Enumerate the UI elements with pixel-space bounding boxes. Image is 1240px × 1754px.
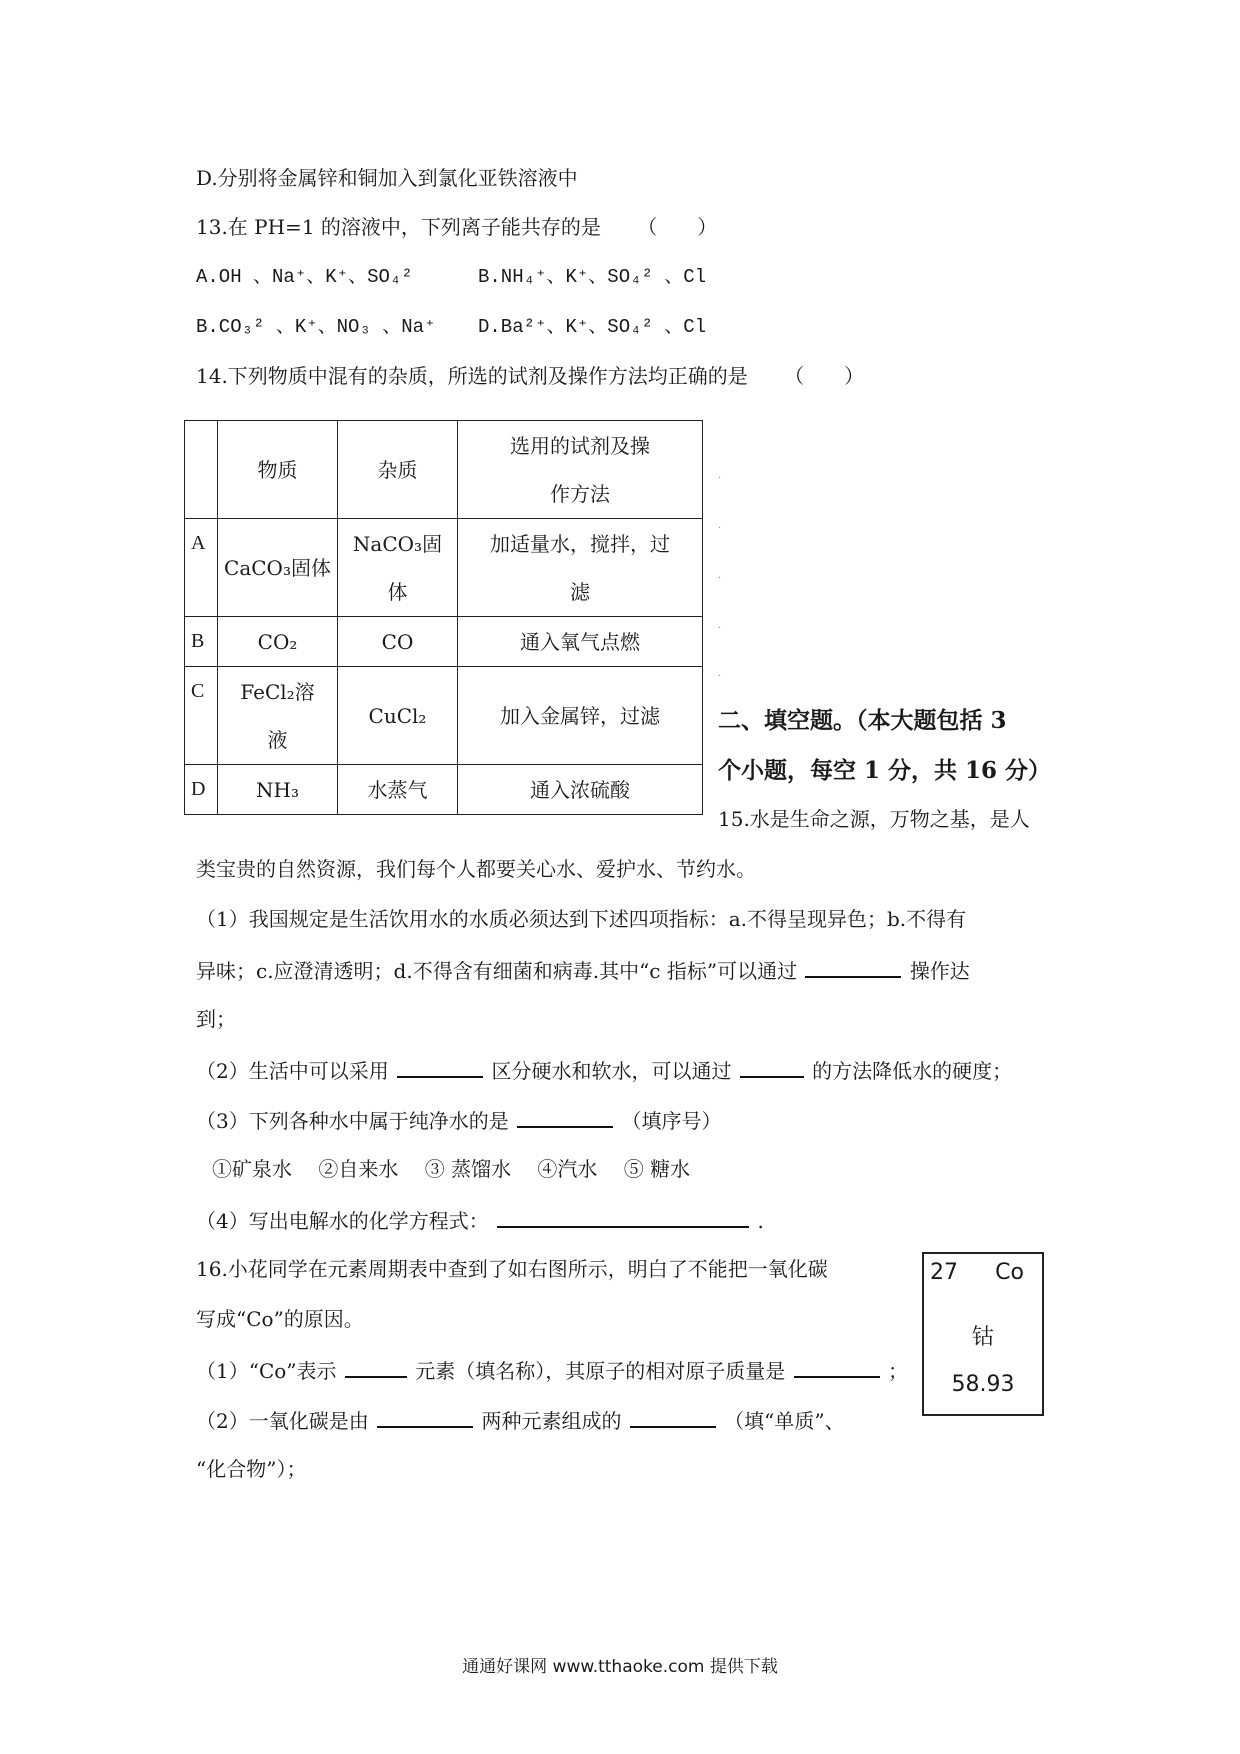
q13-option-d: D.Ba²⁺、K⁺、SO₄² 、Cl <box>478 316 707 338</box>
q14-stem-text: 14.下列物质中混有的杂质，所选的试剂及操作方法均正确的是 <box>196 364 748 388</box>
q14-row-method: 通入浓硫酸 <box>458 765 703 815</box>
q14-table <box>184 420 703 815</box>
q14-table-header <box>185 421 703 519</box>
q14-row-method <box>458 519 703 617</box>
table-row <box>185 519 703 617</box>
q13-option-c: B.CO₃² 、K⁺、NO₃ 、Na⁺ <box>196 316 436 338</box>
q12-option-d: D.分别将金属锌和铜加入到氯化亚铁溶液中 <box>196 166 578 190</box>
q15-blank-soften[interactable] <box>740 1054 804 1078</box>
q15-part1-b-post: 操作达 <box>909 959 970 983</box>
q16-part1-post: ； <box>887 1359 908 1383</box>
q14-row-method: 加入金属锌，过滤 <box>458 667 703 765</box>
q16-blank-elements[interactable] <box>377 1404 473 1428</box>
q15-blank-pure-water[interactable] <box>517 1104 613 1128</box>
q15-part3-options: ①矿泉水 ②自来水 ③ 蒸馏水 ④汽水 ⑤ 糖水 <box>212 1157 691 1181</box>
q15-line2: 类宝贵的自然资源，我们每个人都要关心水、爱护水、节约水。 <box>196 857 756 881</box>
q14-row-method-line1: 加适量水，搅拌，过 <box>490 531 670 556</box>
q15-part3 <box>196 1104 721 1136</box>
q14-row-impurity: 水蒸气 <box>338 765 458 815</box>
q14-header-method-line1: 选用的试剂及操 <box>510 433 650 458</box>
scan-dot: . <box>718 520 722 531</box>
q14-row-substance: CO₂ <box>218 617 338 667</box>
q15-part4-pre: （4）写出电解水的化学方程式： <box>196 1209 489 1233</box>
q16-line1: 16.小花同学在元素周期表中查到了如右图所示，明白了不能把一氧化碳 <box>196 1257 828 1281</box>
q13-options-ab <box>196 262 707 292</box>
q16-blank-atomic-mass[interactable] <box>794 1354 880 1378</box>
q15-blank-c-operation[interactable] <box>805 954 901 978</box>
scan-dot: . <box>718 470 722 481</box>
q15-part2-post: 的方法降低水的硬度； <box>812 1059 1013 1083</box>
table-row <box>185 765 703 815</box>
q16-part2-mid: 两种元素组成的 <box>481 1409 622 1433</box>
q14-row-impurity: CuCl₂ <box>338 667 458 765</box>
section2-title-line1: 二、填空题。（本大题包括 3 <box>718 707 1007 734</box>
q15-part4-post: . <box>757 1209 764 1233</box>
q14-header-impurity: 杂质 <box>338 421 458 519</box>
q15-part1-b <box>196 954 970 986</box>
q14-row-label: D <box>185 765 218 815</box>
q13-option-b: B.NH₄⁺、K⁺、SO₄² 、Cl <box>478 266 707 288</box>
scan-dot: . <box>718 668 722 679</box>
element-symbol: Co <box>995 1260 1024 1285</box>
q16-blank-substance-type[interactable] <box>630 1404 716 1428</box>
element-atomic-mass: 58.93 <box>951 1372 1015 1397</box>
q15-part2 <box>196 1054 1012 1086</box>
q14-row-label: A <box>185 519 218 617</box>
q14-header-method-line2: 作方法 <box>550 481 610 506</box>
section2-title-line2: 个小题，每空 1 分，共 16 分） <box>718 757 1052 784</box>
q15-part2-pre: （2）生活中可以采用 <box>196 1059 389 1083</box>
periodic-element-card <box>922 1252 1044 1416</box>
q14-header-substance: 物质 <box>218 421 338 519</box>
q14-header-label <box>185 421 218 519</box>
q13-stem <box>196 212 717 242</box>
q15-blank-distinguish[interactable] <box>397 1054 483 1078</box>
q13-option-a: A.OH 、Na⁺、K⁺、SO₄² <box>196 266 413 288</box>
q15-part3-post: （填序号） <box>621 1109 722 1133</box>
q14-row-substance-line2: 液 <box>267 727 288 752</box>
q14-header-method <box>458 421 703 519</box>
q13-answer-paren: （ ） <box>637 215 718 239</box>
q16-part2-end: “化合物”）； <box>196 1457 307 1481</box>
q14-row-substance: CaCO₃固体 <box>218 519 338 617</box>
q14-row-impurity: CO <box>338 617 458 667</box>
q15-part1-c: 到； <box>196 1007 236 1031</box>
table-row <box>185 617 703 667</box>
scan-dot: . <box>718 570 722 581</box>
q16-part2 <box>196 1404 845 1436</box>
q14-row-label: B <box>185 617 218 667</box>
element-atomic-number: 27 <box>930 1260 958 1285</box>
scan-dot: . <box>718 620 722 631</box>
page-footer: 通通好课网 www.tthaoke.com 提供下载 <box>462 1657 778 1677</box>
q16-part1-pre: （1）“Co”表示 <box>196 1359 337 1383</box>
q15-blank-equation[interactable] <box>497 1204 749 1228</box>
q16-blank-element-name[interactable] <box>345 1354 407 1378</box>
q14-row-method: 通入氧气点燃 <box>458 617 703 667</box>
q14-stem <box>196 361 864 391</box>
q14-row-impurity: NaCO₃固体 <box>338 519 458 617</box>
q13-options-cd <box>196 312 707 342</box>
q14-answer-paren: （ ） <box>784 364 865 388</box>
q15-part3-pre: （3）下列各种水中属于纯净水的是 <box>196 1109 509 1133</box>
element-name: 钴 <box>971 1325 994 1350</box>
q15-part1-b-pre: 异味；c.应澄清透明；d.不得含有细菌和病毒.其中“c 指标”可以通过 <box>196 959 798 983</box>
q15-line1: 15.水是生命之源，万物之基，是人 <box>718 807 1030 831</box>
q16-part2-pre: （2）一氧化碳是由 <box>196 1409 369 1433</box>
q16-part2-post: （填“单质”、 <box>724 1409 845 1433</box>
q15-part2-mid: 区分硬水和软水，可以通过 <box>491 1059 732 1083</box>
q14-row-substance: NH₃ <box>218 765 338 815</box>
q14-row-substance <box>218 667 338 765</box>
q15-part1-a: （1）我国规定是生活饮用水的水质必须达到下述四项指标：a.不得呈现异色；b.不得有 <box>196 907 967 931</box>
q15-part4 <box>196 1204 764 1236</box>
q16-part1-mid: 元素（填名称），其原子的相对原子质量是 <box>415 1359 786 1383</box>
q13-stem-text: 13.在 PH=1 的溶液中，下列离子能共存的是 <box>196 215 601 239</box>
table-row <box>185 667 703 765</box>
q14-row-method-line2: 滤 <box>570 579 590 604</box>
q14-row-substance-line1: FeCl₂溶 <box>240 679 315 704</box>
q16-part1 <box>196 1354 908 1386</box>
q16-line2: 写成“Co”的原因。 <box>196 1307 364 1331</box>
q14-row-label: C <box>185 667 218 765</box>
